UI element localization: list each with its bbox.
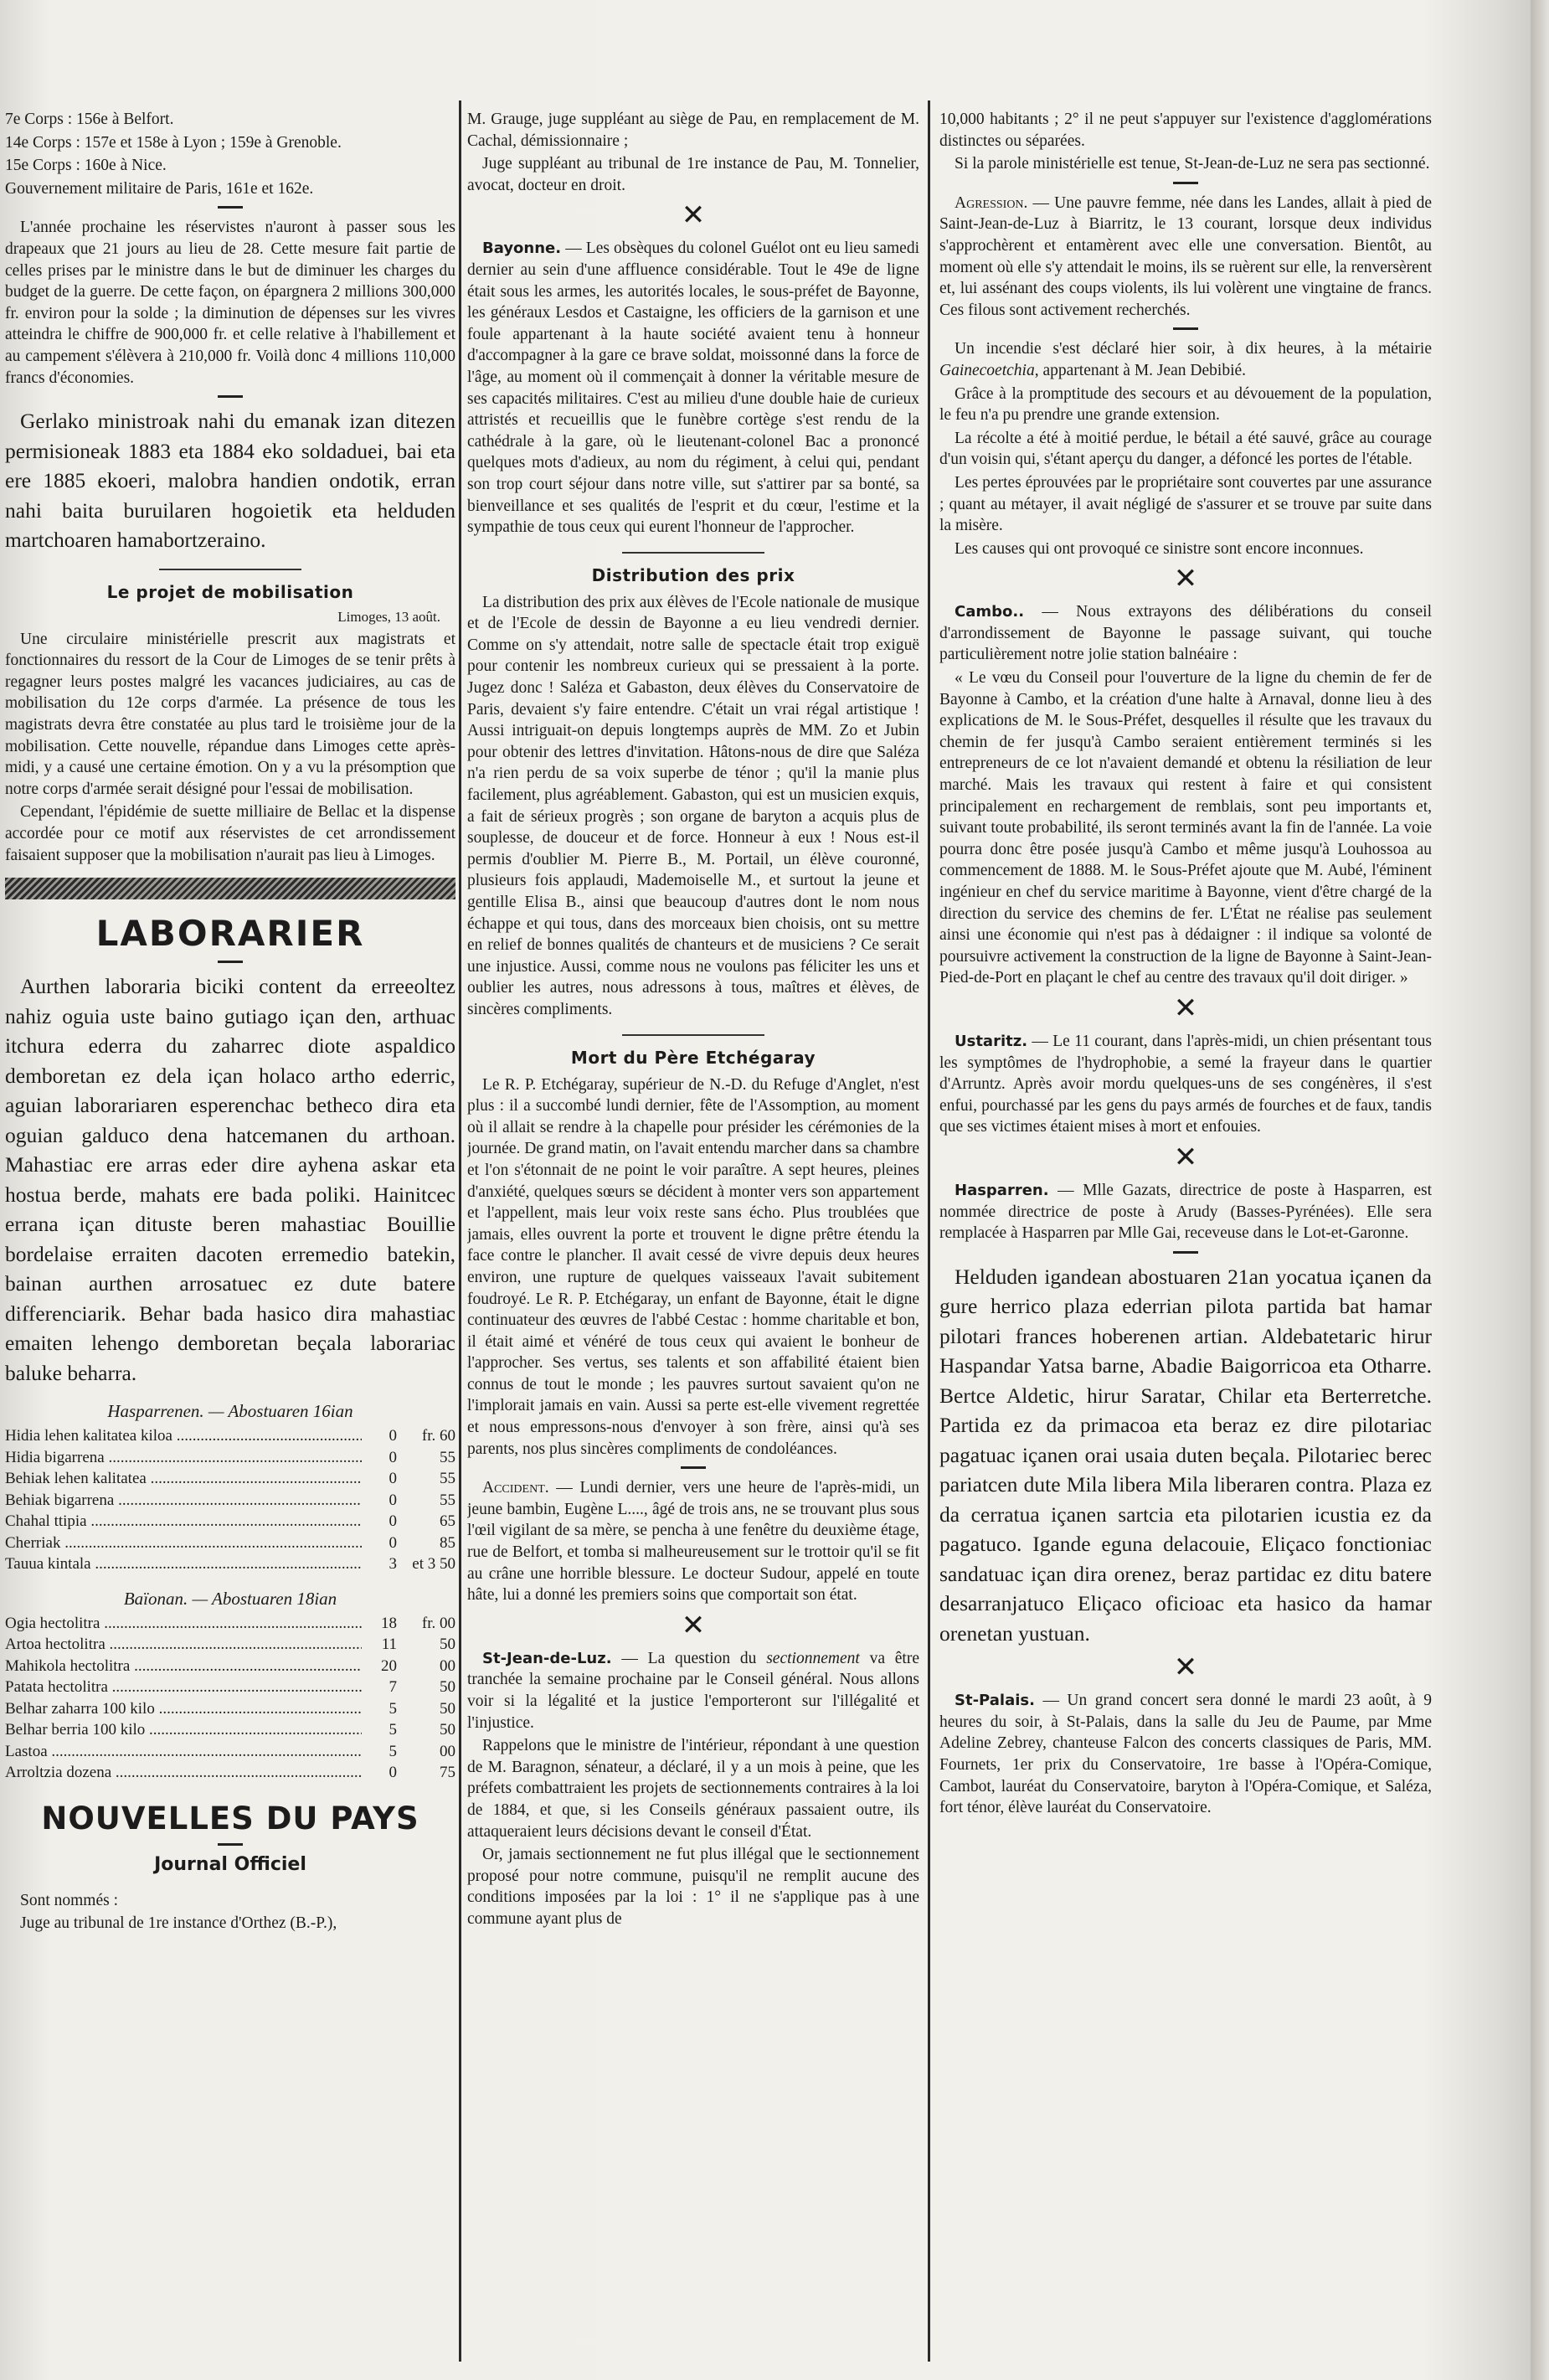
parole-paragraph: Si la parole ministérielle est tenue, St-Jean-de-Luz ne sera pas sectionné.	[955, 155, 1430, 173]
tonnelier-paragraph: Juge suppléant au tribunal de 1re instance de Pau, M. Tonnelier, avocat, docteur en droit.	[467, 155, 919, 194]
price-row: Behiak lehen kalitatea ..... 0 55	[5, 1468, 455, 1490]
grauge-paragraph: M. Grauge, juge suppléant au siège de Pau, en remplacement de M. Cachal, démissionnaire ;	[467, 111, 919, 150]
agression-paragraph: Agression. — Une pauvre femme, née dans les Landes, allait à pied de Saint-Jean-de-Luz à Biarritz, le 13 courant, lorsque deux individus s'approchèrent et entamèrent avec elle une conversation. Bientôt, au moment où elle s'y attendait le moins, ils se ruèrent sur elle, la renversèrent et, lui assénant des coups violents, ils lui volèrent une vingtaine de francs. Ces filous sont activement recherchés.	[939, 193, 1432, 319]
grace-paragraph: Grâce à la promptitude des secours et au dévouement de la population, le feu n'a pu prendre une grande extension.	[939, 384, 1432, 425]
baionan-market-heading: Baïonan. — Abostuaren 18ian	[123, 1588, 337, 1609]
separator	[218, 206, 243, 209]
column-rule	[928, 100, 930, 2362]
pilota-paragraph: Helduden igandean abostuaren 21an yocatua içanen da gure herrico plaza ederrian pilota partida bat hamar pilotari frances hoberenen artian. Aldebatetaric hirur Haspandar Yatsa barne, Abadie Baigorricoa eta Otharre. Bertce Aldetic, hirur Saratar, Chilar eta Berterretche. Partida ez da primacoa eta beraz ez dire pilotariac pagatuac içanen orai usaia duten beçala. Pilotariec berec pariatcen dute Mila libera Mila liberaren contra. Plaza ez da cerratua içanen sartcia eta pilotarien icustia ez da pagatuco. Igande eguna delacouie, Eliçaco fonctioniac sandatuac içan dira orenez, beraz partidac ez ditu batere desarranjatuco Eliçaco oficioac eta hasico da hamar orenetan yustuan.	[939, 1264, 1432, 1646]
price-row: Belhar zaharra 100 kilo ..... 5 50	[5, 1698, 455, 1720]
nouvelles-title: NOUVELLES DU PAYS	[41, 1800, 419, 1837]
price-row: Arroltzia dozena ..... 0 75	[5, 1762, 455, 1784]
bellac-paragraph: Cependant, l'épidémie de suette milliaire de Bellac et la dispense accordée pour ce motif aux réservistes de cet arrondissement faisaient supposer que la mobilisation n'aurait pas lieu à Limoges.	[5, 803, 455, 864]
hasparren-price-list	[5, 1425, 455, 1575]
price-row: Mahikola hectolitra ..... 20 00	[5, 1656, 455, 1677]
separator	[1173, 1251, 1198, 1254]
separator	[159, 569, 301, 570]
price-row: Lastoa ..... 5 00	[5, 1741, 455, 1763]
accident-paragraph: Accident. — Lundi dernier, vers une heure de l'après-midi, un jeune bambin, Eugène L...., âgé de trois ans, ne se trouvant plus sous l'œil vigilant de sa mère, se pencha à une fenêtre du deuxième étage, rue de Belfort, et tomba si malheureusement sur le trottoir qu'il se fit au crâne une horrible blessure. Le docteur Sudour, appelé en toute hâte, lui a donné les premiers soins que comportait son état.	[467, 1479, 919, 1605]
price-row: Ogia hectolitra ..... 18 fr. 00	[5, 1613, 455, 1635]
cross-separator-icon: ✕	[681, 1608, 706, 1642]
gerlako-paragraph: Gerlako ministroak nahi du emanak izan ditezen permisioneak 1883 eta 1884 eko soldaduei, bai eta ere 1885 ekoeri, malobra handien ondotik, erran nahi baita buruilaren hogoietik eta helduden martchoaren hamabortzeraino.	[5, 409, 455, 553]
juge-orthez: Juge au tribunal de 1re instance d'Orthez (B.-P.),	[20, 1914, 337, 1933]
separator	[1173, 182, 1198, 184]
page-edge	[1531, 0, 1549, 2380]
ornamental-band	[5, 878, 455, 899]
separator	[218, 1843, 243, 1846]
separator	[681, 1466, 706, 1469]
journal-officiel-title: Journal Officiel	[154, 1853, 306, 1875]
mobilisation-paragraph: Une circulaire ministérielle prescrit aux magistrats et fonctionnaires du ressort de la Cour de Limoges de se tenir prêts à regagner leurs postes malgré les vacances judiciaires, au cas de mobilisation du 12e corps d'armée. La présence de tous les magistrats devra être constatée au plus tard le troisième jour de la mobilisation. Cette nouvelle, répandue dans Limoges cette après-midi, y a causé une certaine émotion. On y a vu la présomption que notre corps d'armée serait désigné pour l'essai de mobilisation.	[5, 630, 455, 798]
incendie-paragraph: Un incendie s'est déclaré hier soir, à dix heures, à la métairie Gainecoetchia, appartenant à M. Jean Debibié.	[939, 340, 1432, 379]
distribution-paragraph: La distribution des prix aux élèves de l'Ecole nationale de musique et de l'Ecole de dessin de Bayonne a eu lieu vendredi dernier. Comme on s'y attendait, notre salle de spectacle était trop exiguë pour contenir les nombreux curieux qui se pressaient à la porte. Jugez donc ! Saléza et Gabaston, deux élèves du Conservatoire de Paris, devaient s'y faire entendre. C'était un vrai régal artistique ! Aussi intriguait-on depuis longtemps auprès de MM. Zo et Jubin pour obtenir des lettres d'invitation. Hâtons-nous de dire que Saléza n'a rien perdu de sa voix superbe de ténor ; qu'il la manie plus facilement, plus agréablement. Gabaston, qui est un musicien exquis, a fait de sérieux progrès ; son organe de baryton a acquis plus de souplesse, de douceur et de force. Honneur à eux ! Nous est-il permis d'oublier M. Pierre B., M. Portail, un élève couronné, plusieurs fois applaudi, Mademoiselle M., et surtout la jeune et gentille Elisa B., ainsi que beaucoup d'autres dont le nom nous échappe et qui tous, dans des morceaux bien choisis, ont su mettre en relief de bonnes qualités de chanteurs et de musiciens ? Ce serait une injustice. Aussi, comme nous ne voulons pas féliciter les uns et oublier les autres, nous adressons à tous, maîtres et élèves, de sincères compliments.	[467, 593, 919, 1018]
cross-separator-icon: ✕	[1173, 1651, 1198, 1685]
cross-separator-icon: ✕	[681, 198, 706, 233]
column-3	[939, 109, 1432, 2362]
pertes-paragraph: Les pertes éprouvées par le propriétaire sont couvertes par une assurance ; quant au métayer, il avait négligé de s'assurer et se trouve par suite dans la misère.	[939, 473, 1432, 535]
mobilisation-dateline: Limoges, 13 août.	[337, 608, 440, 625]
stjean-paragraph: St-Jean-de-Luz. — La question du sectionnement va être tranchée la semaine prochaine par le Conseil général. Nous allons voir si la légalité et la justice l'emporteront sur l'illégalité et l'injustice.	[467, 1649, 919, 1732]
column-2	[467, 109, 919, 2362]
column-1	[5, 109, 455, 2362]
price-row: Belhar berria 100 kilo ..... 5 50	[5, 1719, 455, 1741]
reservistes-paragraph: L'année prochaine les réservistes n'auront à passer sous les drapeaux que 21 jours au lieu de 28. Cette mesure fait partie de celles prises par le ministre dans le but de diminuer les charges du budget de la guerre. De cette façon, on épargnera 2 millions 300,000 fr. environ pour la solde ; la diminution de dépenses sur les vivres atteindra le chiffre de 900,000 fr. et celle relative à l'habillement et au campement s'élèvera à 210,000 fr. Voilà donc 4 millions 110,000 francs d'économies.	[5, 219, 455, 387]
causes-paragraph: Les causes qui ont provoqué ce sinistre sont encore inconnues.	[955, 539, 1364, 558]
voeu-paragraph: « Le vœu du Conseil pour l'ouverture de la ligne du chemin de fer de Bayonne à Cambo, et la création d'une halte à Arnaval, donne lieu à des explications de M. le Sous-Préfet, desquelles il résulte que les travaux du chemin de fer jusqu'à Cambo seraient entièrement terminés si les entrepreneurs de ce lot n'avaient demandé et obtenu la résiliation de leur marché. Mais les travaux qui restent à faire et qui consistent principalement en rechargement de remblais, sont peu importants et, suivant toute probabilité, ils seront terminés avant la fin de l'année. La voie pourra donc être posée jusqu'à Cambo et même jusqu'à Louhossoa au commencement de 1888. M. le Sous-Préfet ajoute que M. Aubé, l'éminent ingénieur en chef du service maritime à Bayonne, vient d'être chargé de la direction du service des chemins de fer. L'État ne réalise pas seulement ainsi une économie qui n'est pas à dédaigner : il indique sa volonté de poursuivre activement la construction de la ligne de Bayonne à Saint-Jean-Pied-de-Port en plaçant le chef au centre des travaux qu'il doit diriger. »	[939, 669, 1432, 987]
separator	[622, 1034, 764, 1036]
column-rule	[459, 100, 461, 2362]
recolte-paragraph: La récolte a été à moitié perdue, le bétail a été sauvé, grâce au courage d'un voisin qui, s'étant aperçu du danger, a défoncé les portes de l'étable.	[939, 429, 1432, 469]
hasparren-paragraph: Hasparren. — Mlle Gazats, directrice de poste à Hasparren, est nommée directrice de poste à Arudy (Basses-Pyrénées). Elle sera remplacée à Hasparren par Mlle Gai, receveuse dans le Lot-et-Garonne.	[939, 1181, 1432, 1243]
ustaritz-paragraph: Ustaritz. — Le 11 courant, dans l'après-midi, un chien présentant tous les symptômes de l'hydrophobie, a semé la frayeur dans le quartier d'Arruntz. Après avoir mordu quelques-uns de ses congénères, il s'est enfui, pourchassé par les gens du pays armés de fourches et de faux, tandis que ses victimes étaient mises à mort et enfouies.	[939, 1032, 1432, 1136]
price-row: Hidia bigarrena ..... 0 55	[5, 1447, 455, 1469]
mobilisation-title: Le projet de mobilisation	[106, 581, 354, 602]
price-row: Behiak bigarrena ..... 0 55	[5, 1490, 455, 1512]
corps-line: 7e Corps : 156e à Belfort.	[5, 111, 174, 128]
rappelons-paragraph: Rappelons que le ministre de l'intérieur, répondant à une question de M. Baragnon, sénateur, a déclaré, il y a un mois à peine, que les préfets combattraient les projets de sectionnements contraires à la loi de 1884, et que, si les Conseils généraux passaient outre, ils attaqueraient leurs décisions devant le conseil d'État.	[467, 1737, 919, 1841]
sont-nommes: Sont nommés :	[20, 1891, 119, 1909]
cross-separator-icon: ✕	[1173, 991, 1198, 1025]
or-paragraph: Or, jamais sectionnement ne fut plus illégal que le sectionnement proposé pour notre commune, puisqu'il ne remplit aucune des conditions imposées par la loi : 1° il ne s'applique pas à une commune ayant plus de	[467, 1846, 919, 1928]
habitants-paragraph: 10,000 habitants ; 2° il ne peut s'appuyer sur l'existence d'agglomérations distinctes ou séparées.	[939, 111, 1432, 150]
price-row: Artoa hectolitra ..... 11 50	[5, 1634, 455, 1656]
bayonne-paragraph: Bayonne. — Les obsèques du colonel Guélot ont eu lieu samedi dernier au sein d'une affluence considérable. Tout le 49e de ligne était sous les armes, les autorités locales, le sous-préfet de Bayonne, les généraux Lesdos et Castaigne, les officiers de la garnison et une foule appartenant à la haute société avaient tenu à honneur d'accompagner à la gare ce brave soldat, moissonné dans la force de l'âge, au moment où il commençait à donner la véritable mesure de ses capacités militaires. C'est au milieu d'une double haie de curieux attristés et recueillis que le funèbre cortège s'est rendu de la cathédrale à la gare, où le lieutenant-colonel Bac a prononcé quelques mots d'adieux, au nom du régiment, à celui qui, pendant son trop court séjour dans notre ville, sut s'attirer par sa bonté, sa bienveillance et ses qualités de l'esprit et du cœur, l'estime et la sympathie de tous ceux qui eurent l'honneur de l'approcher.	[467, 240, 919, 537]
baionan-price-list	[5, 1613, 455, 1784]
corps-line: 14e Corps : 157e et 158e à Lyon ; 159e à Grenoble.	[5, 133, 342, 152]
cross-separator-icon: ✕	[1173, 562, 1198, 596]
hasparren-market-heading: Hasparrenen. — Abostuaren 16ian	[107, 1401, 353, 1422]
separator	[622, 552, 764, 554]
distribution-title: Distribution des prix	[591, 564, 795, 585]
cross-separator-icon: ✕	[1173, 1140, 1198, 1174]
laborarier-paragraph: Aurthen laboraria biciki content da erreeoltez nahiz oguia uste baino gutiago içan den, arthuac itchura ederra du zaharrec diote aspaldico demboretan ez dela içan holaco artho ederric, aguian laborariaren esperenchac betheco dira eta oguian galduco dena hatcemanen du arthoan. Mahastiac ere arras eder dire ayhena askar eta hostua berde, mahats ere bada poliki. Hainitcec errana içan dituste beren mahastiac Bouillie bordelaise erraiten dacoten erremedio batekin, bainan aurthen arrosatuec ez dute batere differenciarik. Behar bada hasico dira mahastiac emaiten lehengo demboretan beçala laborariac baluke beharra.	[5, 974, 455, 1385]
price-row: Chahal ttipia ..... 0 65	[5, 1511, 455, 1533]
laborarier-title: LABORARIER	[95, 913, 365, 955]
separator	[218, 961, 243, 963]
mort-title: Mort du Père Etchégaray	[570, 1047, 816, 1068]
price-row: Patata hectolitra ..... 7 50	[5, 1677, 455, 1698]
separator	[218, 395, 243, 398]
price-row: Hidia lehen kalitatea kiloa ..... 0 fr. 60	[5, 1425, 455, 1447]
cambo-paragraph: Cambo.. — Nous extrayons des délibérations du conseil d'arrondissement de Bayonne le passage suivant, qui touche particulièrement notre jolie station balnéaire :	[939, 603, 1432, 664]
stpalais-paragraph: St-Palais. — Un grand concert sera donné le mardi 23 août, à 9 heures du soir, à St-Palais, dans la salle du Jeu de Paume, par Mme Adeline Zebrey, chanteuse Falcon des concerts classiques de Paris, MM. Fournets, 1er prix du Conservatoire, 1re basse à l'Opéra-Comique, Cambot, lauréat du Conservatoire, baryton à l'Opéra-Comique, et Saléza, fort ténor, élève lauréat du Conservatoire.	[939, 1692, 1432, 1817]
price-row: Tauua kintala ..... 3 et 3 50	[5, 1553, 455, 1575]
corps-line: Gouvernement militaire de Paris, 161e et 162e.	[5, 179, 314, 198]
price-row: Cherriak ..... 0 85	[5, 1533, 455, 1554]
mort-paragraph: Le R. P. Etchégaray, supérieur de N.-D. du Refuge d'Anglet, n'est plus : il a succombé lundi dernier, fête de l'Assomption, au moment où il allait se rendre à la chapelle pour présider les cérémonies de la journée. De grand matin, on l'avait entendu marcher dans sa chambre et l'on s'étonnait de ne point le voir paraître. A sept heures, pleines d'anxiété, quelques sœurs se décident à monter vers son appartement et l'appellent, mais leur voix reste sans écho. Plus troublées que jamais, elles ouvrent la porte et trouvent le digne prêtre étendu la face contre le plancher. Il avait cessé de vivre depuis deux heures environ, une rupture de quelques vaisseaux l'avait subitement foudroyé. Le R. P. Etchégaray, un enfant de Bayonne, était le digne continuateur des œuvres de l'abbé Cestac : homme charitable et bon, il était aimé et vénéré de tous ceux qui avaient le bonheur de l'approcher. Ses vertus, ses talents et son affabilité étaient bien connus de tout le monde ; les pauvres surtout savaient qu'on ne l'implorait jamais en vain. Aussi sa perte est-elle vivement regrettée et nous empressons-nous d'envoyer à son frère, ainsi qu'à ses parents, nos plus sincères compliments de condoléances.	[467, 1075, 919, 1458]
corps-line: 15e Corps : 160e à Nice.	[5, 157, 167, 175]
separator	[1173, 327, 1198, 330]
